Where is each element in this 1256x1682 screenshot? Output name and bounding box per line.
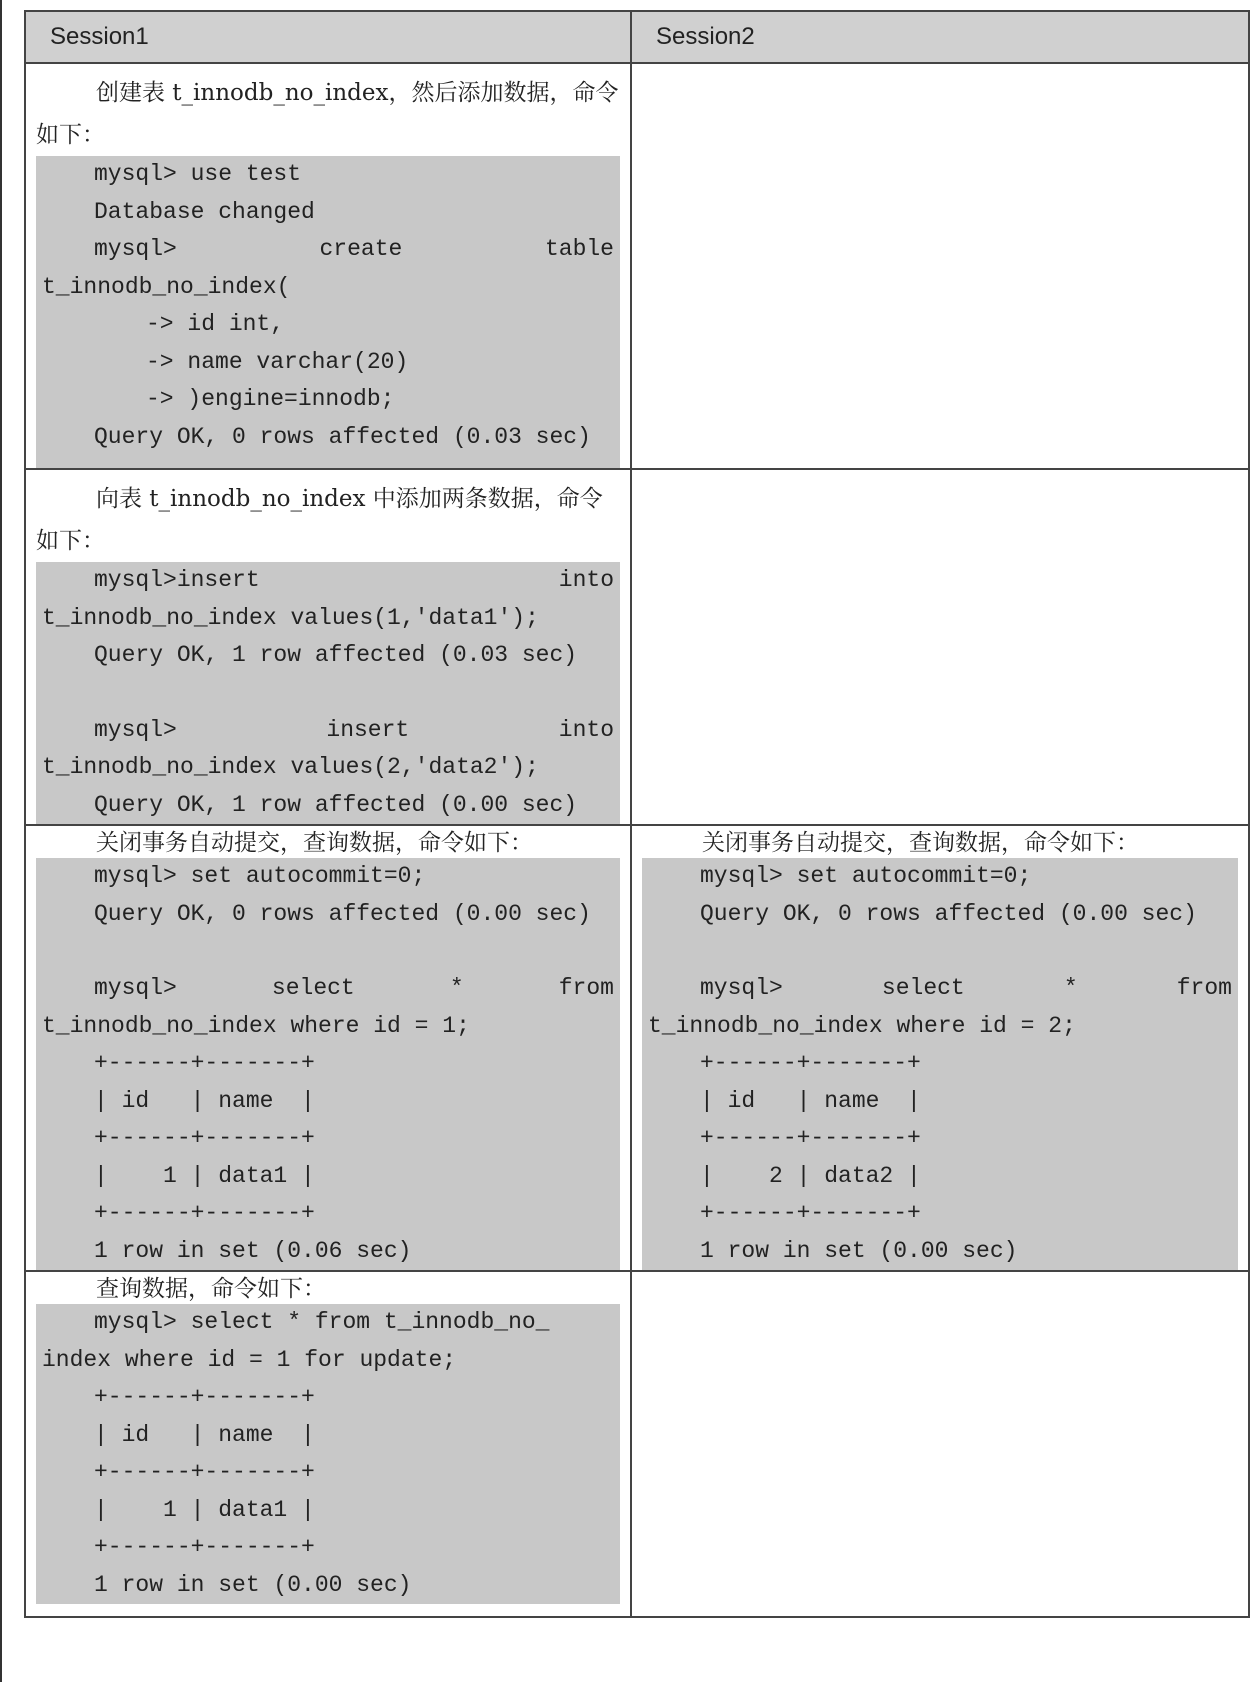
code-token: mysql>: [94, 975, 177, 1001]
code-token: table: [544, 236, 614, 262]
code-line: index where id = 1 for update;: [42, 1346, 457, 1373]
code-line: +------+-------+: [94, 1384, 315, 1410]
code-token: select: [881, 975, 965, 1001]
code-line: +------+-------+: [94, 1125, 315, 1151]
header-session2: Session2: [631, 11, 1249, 63]
code-line: +------+-------+: [700, 1125, 921, 1151]
code-line: Query OK, 1 row affected (0.00 sec): [94, 791, 578, 818]
code-line: +------+-------+: [94, 1459, 315, 1485]
code-token: select: [271, 975, 355, 1001]
code-line: +------+-------+: [94, 1534, 315, 1560]
table-header-row: [25, 11, 1249, 63]
step-description: 关闭事务自动提交，查询数据，命令如下：: [96, 830, 533, 856]
session1-cell: [25, 1271, 631, 1617]
code-line: [42, 712, 614, 750]
code-line: Query OK, 0 rows affected (0.00 sec): [94, 900, 591, 927]
code-line: [648, 970, 1232, 1008]
code-line: | id | name |: [94, 1421, 315, 1448]
code-line: | id | name |: [700, 1087, 921, 1114]
code-line: +------+-------+: [700, 1050, 921, 1076]
code-line: Query OK, 0 rows affected (0.00 sec): [700, 900, 1197, 927]
code-line: | 1 | data1 |: [94, 1496, 315, 1523]
code-line: t_innodb_no_index(: [42, 273, 291, 300]
code-block: [642, 858, 1238, 1270]
code-line: 1 row in set (0.06 sec): [94, 1237, 412, 1264]
session-comparison-table: [24, 10, 1250, 1618]
table-row: [25, 825, 1249, 1271]
code-line: -> )engine=innodb;: [146, 386, 395, 412]
code-block: [36, 562, 620, 824]
header-session1: Session1: [25, 11, 631, 63]
code-line: [42, 970, 614, 1008]
session1-cell: [25, 825, 631, 1271]
step-description: 关闭事务自动提交，查询数据，命令如下：: [702, 830, 1139, 856]
code-block: [36, 156, 620, 468]
code-line: | 2 | data2 |: [700, 1162, 921, 1189]
code-line: -> id int,: [146, 311, 285, 337]
code-token: from: [558, 975, 614, 1001]
session1-cell: [25, 469, 631, 825]
code-token: mysql>: [94, 236, 177, 262]
session2-cell: [631, 469, 1249, 825]
code-token: insert: [326, 716, 410, 743]
code-line: mysql> set autocommit=0;: [94, 863, 426, 889]
code-token: into: [558, 716, 614, 743]
session2-cell: [631, 1271, 1249, 1617]
code-line: t_innodb_no_index values(1,'data1');: [42, 604, 539, 631]
code-block: [36, 1304, 620, 1604]
blank-line: [42, 933, 614, 970]
code-line: -> name varchar(20): [146, 348, 409, 375]
code-token: mysql>insert: [94, 567, 260, 593]
code-token: into: [558, 567, 614, 593]
code-line: | id | name |: [94, 1087, 315, 1114]
code-line: +------+-------+: [700, 1200, 921, 1226]
code-line: t_innodb_no_index where id = 1;: [42, 1012, 470, 1039]
code-line: +------+-------+: [94, 1200, 315, 1226]
step-description: 查询数据，命令如下：: [96, 1276, 326, 1302]
code-line: t_innodb_no_index values(2,'data2');: [42, 754, 539, 780]
code-line: t_innodb_no_index where id = 2;: [648, 1012, 1076, 1039]
code-line: mysql> set autocommit=0;: [700, 863, 1032, 889]
code-token: *: [1063, 975, 1078, 1001]
code-line: mysql> use test: [94, 161, 302, 187]
session2-cell: [631, 825, 1249, 1271]
code-line: [42, 231, 614, 269]
code-line: | 1 | data1 |: [94, 1162, 315, 1189]
session1-cell: [25, 63, 631, 469]
code-line: +------+-------+: [94, 1050, 315, 1076]
code-line: Query OK, 0 rows affected (0.03 sec): [94, 423, 591, 450]
table-row: [25, 469, 1249, 825]
code-line: 1 row in set (0.00 sec): [94, 1571, 412, 1598]
blank-line: [42, 675, 614, 712]
table-row: [25, 63, 1249, 469]
code-block: [36, 858, 620, 1270]
code-line: mysql> select * from t_innodb_no_: [94, 1309, 550, 1335]
code-line: 1 row in set (0.00 sec): [700, 1237, 1018, 1264]
code-line: Query OK, 1 row affected (0.03 sec): [94, 642, 578, 668]
code-line: Database changed: [94, 198, 315, 225]
code-token: *: [449, 975, 464, 1001]
table-row: [25, 1271, 1249, 1617]
code-line: [42, 562, 614, 600]
code-token: mysql>: [700, 975, 783, 1001]
code-token: from: [1176, 975, 1232, 1001]
session2-cell: [631, 63, 1249, 469]
code-token: create: [319, 236, 403, 262]
blank-line: [648, 933, 1232, 970]
step-description: 向表 t_innodb_no_index 中添加两条数据，命令如下：: [36, 486, 603, 554]
code-token: mysql>: [94, 716, 177, 743]
step-description: 创建表 t_innodb_no_index，然后添加数据，命令如下：: [36, 80, 619, 148]
